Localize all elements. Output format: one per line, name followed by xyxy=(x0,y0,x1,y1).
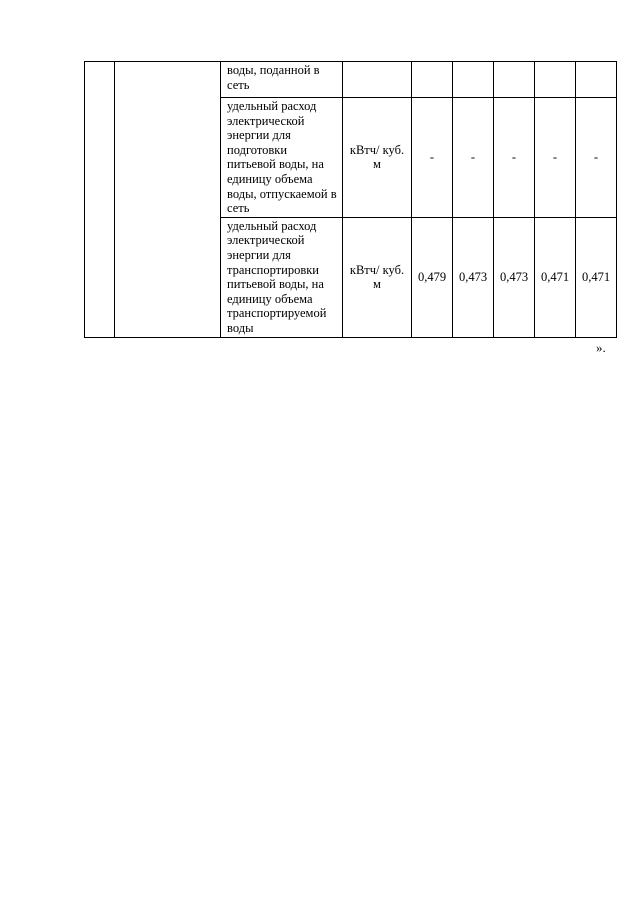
unit-cell: кВтч/ куб. м xyxy=(343,217,412,337)
value-cell: 0,473 xyxy=(453,217,494,337)
value-cell: 0,473 xyxy=(494,217,535,337)
indicator-name-cell: удельный расход электрической энергии для транспортировки питьевой воды, на единицу объема транспортируемой воды xyxy=(221,217,343,337)
indicator-group-cell xyxy=(115,62,221,338)
table-row xyxy=(85,62,617,98)
value-cell xyxy=(535,62,576,98)
value-cell: 0,471 xyxy=(576,217,617,337)
value-cell xyxy=(576,62,617,98)
indicator-table xyxy=(84,61,617,338)
value-cell: - xyxy=(576,98,617,218)
value-cell: - xyxy=(453,98,494,218)
value-cell: - xyxy=(412,98,453,218)
row-number-cell xyxy=(85,62,115,338)
value-cell: - xyxy=(535,98,576,218)
value-cell xyxy=(412,62,453,98)
value-cell: 0,479 xyxy=(412,217,453,337)
closing-quote-mark: ». xyxy=(596,340,606,355)
indicator-name-cell: удельный расход электрической энергии для подготовки питьевой воды, на единицу объема воды, отпускаемой в сеть xyxy=(221,98,343,218)
unit-cell xyxy=(343,62,412,98)
unit-cell: кВтч/ куб. м xyxy=(343,98,412,218)
value-cell: - xyxy=(494,98,535,218)
value-cell xyxy=(494,62,535,98)
value-cell xyxy=(453,62,494,98)
indicator-name-cell: воды, поданной в сеть xyxy=(221,62,343,98)
value-cell: 0,471 xyxy=(535,217,576,337)
